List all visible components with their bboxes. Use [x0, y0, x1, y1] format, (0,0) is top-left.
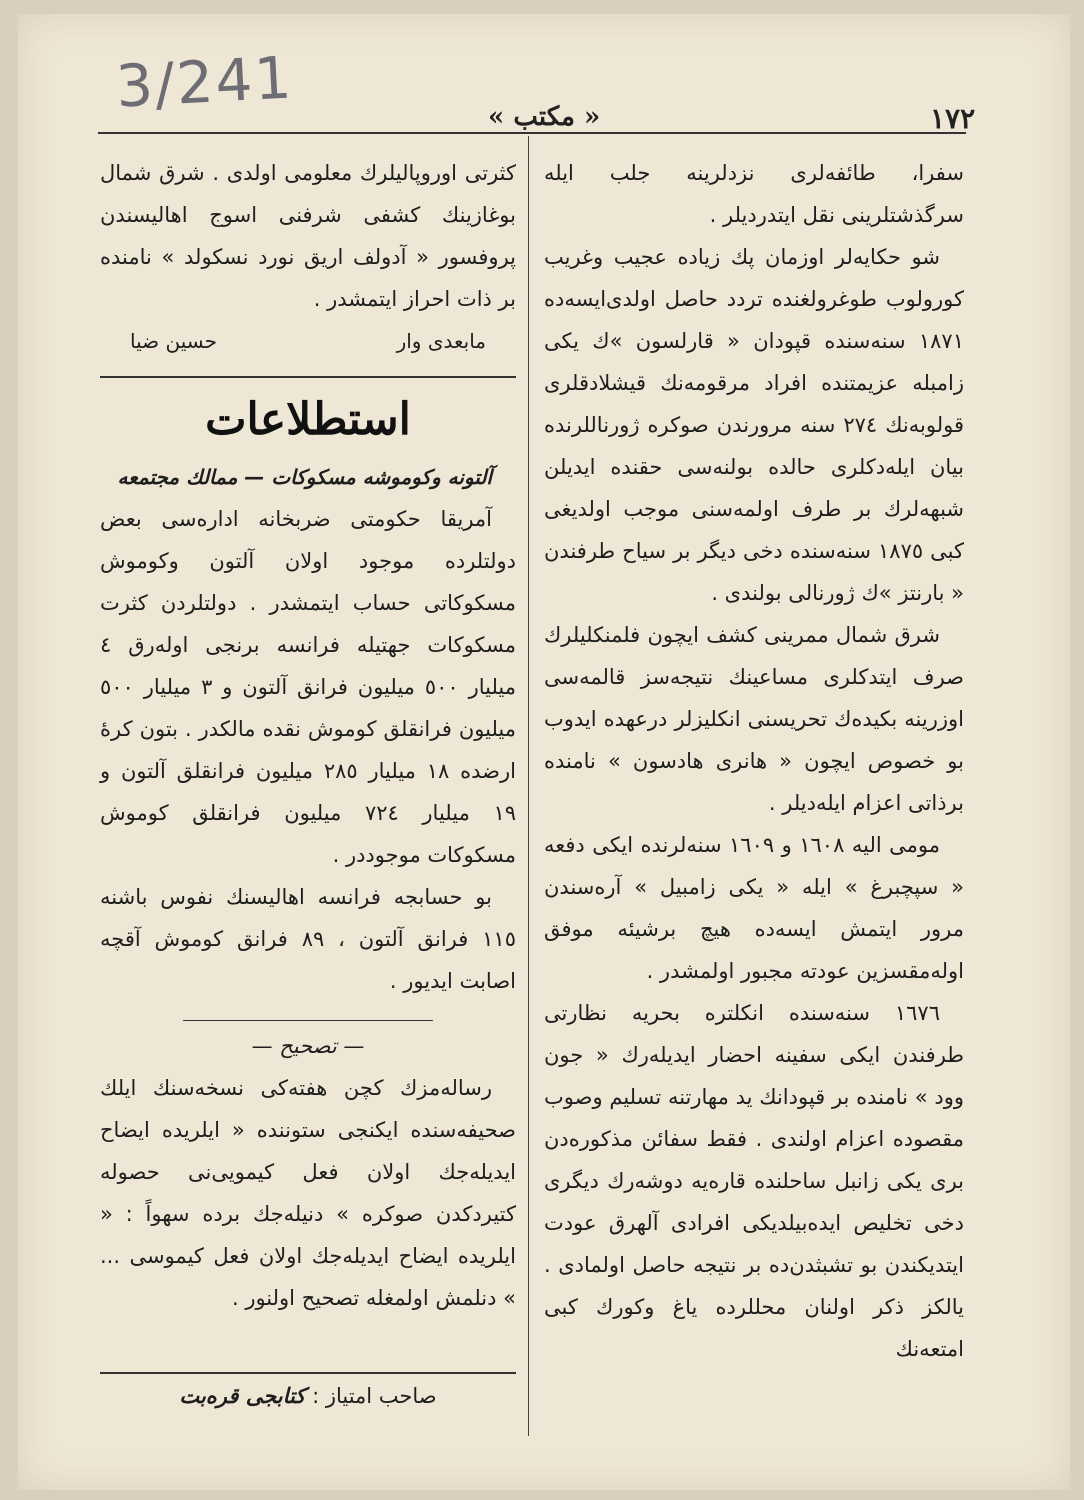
intro-paragraph: کثرتی اوروپالیلرك معلومی اولدی . شرق شمال بوغازینك کشفی شرفنی اسوج اهالیسندن پروفسور « آدولف اریق نورد نسکولد » نامنده بر ذات احراز ایتمشدر . [100, 161, 516, 311]
continued-note: مابعدی وار [396, 329, 486, 353]
correction-title: — تصحیح — [251, 1034, 365, 1058]
left-column [100, 152, 516, 1319]
owner-name: کتابجی قره‌بت [179, 1384, 306, 1408]
header-rule [98, 132, 966, 134]
page-number: ١٧٢ [930, 102, 976, 135]
owner-label: صاحب امتیاز : [312, 1384, 437, 1408]
paragraph: شو حکایه‌لر اوزمان پك زیاده عجیب وغریب کورولوب طوغرولغنده تردد حاصل اولدی‌ایسه‌ده ١٨٧١ سنه‌سنده قپودان « قارلسون »‌ك یکی زامبله عزیمتنده افراد مرقومه‌نك قیشلادقلری قولوبه‌نك ٢٧٤ سنه مرورندن صوكره ژورناللرنده بیان ایله‌دکلری حالده بولنه‌سی حقنده ایدیلن شبهه‌لرك بر طرف اولمه‌سنی موجب اولدیغی کبی ١٨٧٥ سنه‌سنده دخی دیگر بر سیاح طرفندن « بارنتز »‌ك ژورنالی بولندی . [544, 245, 965, 605]
paragraph: بو حسابجه فرانسه اهالیسنك نفوس باشنه ١١٥ فرانق آلتون ، ٨٩ فرانق کوموش آقچه اصابت ایدیور . [100, 885, 516, 993]
paragraph: شرق شمال ممرینی کشف ایچون فلمنکلیلرك صرف ایتدکلری مساعینك نتیجه‌سز قالمه‌سی اوزرینه بکیده‌ك تحریسنی انکلیزلر درعهده ایدوب بو خصوص ایچون « هانری هادسون » نامنده برذاتی اعزام ایله‌دیلر . [544, 623, 964, 815]
article-subheading: آلتونه وکوموشه مسکوکات — ممالك مجتمعه [117, 465, 492, 489]
paragraph: ١٦٧٦ سنه‌سنده انکلتره بحریه نظارتی طرفندن ایکی سفینه احضار ایدیله‌رك « جون وود » نامنده بر قپودانك ید مهارتنه تسلیم وصوب مقصوده اعزام اولندی . فقط سفائن مذکوره‌دن بری یکی زانبل ساحلنده قاره‌یه دوشه‌رك دیگری دخی تخلیص ایده‌بیلدیکی افرادی آلهرق عودت ایتدیکندن بو تشبثدن‌ده بر نتیجه حاصل اولمادی . یالکز ذکر اولنان محللرده یاغ وکورك کبی امتعه‌نك [544, 1001, 964, 1361]
column-divider [528, 136, 529, 1436]
section-divider [100, 376, 516, 378]
publisher-line [100, 1372, 516, 1408]
signature-row [100, 320, 516, 362]
section-title: استطلاعات [205, 394, 411, 445]
paragraph: سفرا، طائفه‌لری نزدلرینه جلب ایله سرگذشتلرینی نقل ایتدردیلر . [544, 161, 964, 227]
correction-paragraph: رساله‌مزك کچن هفته‌کی نسخه‌سنك ایلك صحیفه‌سنده ایکنجی ستوننده « ایلریده ایضاح ایدیله‌جك اولان فعل کیمویی‌نی حصوله کتیردکدن صوکره » دنیله‌جك برده سهواً : « ایلریده ایضاح ایدیله‌جك اولان فعل کیموسی ... » دنلمش اولمغله تصحیح اولنور . [100, 1076, 516, 1310]
short-divider [183, 1020, 433, 1021]
paragraph: آمریقا حکومتی ضربخانه اداره‌سی بعض دولتلرده موجود اولان آلتون وکوموش مسکوکاتی حساب ایتمشدر . دولتلردن کثرت مسکوکات جهتیله فرانسه برنجی اوله‌رق ٤ میلیار ٥٠٠ میلیون فرانق آلتون و ٣ میلیار ٥٠٠ میلیون فرانقلق کوموش نقده مالکدر . بتون کرهٔ ارضده ١٨ میلیار ٢٨٥ میلیون فرانقلق آلتون و ١٩ میلیار ٧٢٤ میلیون فرانقلق کوموش مسکوکات موجوددر . [100, 507, 517, 867]
right-column [544, 152, 964, 1370]
journal-title: « مکتب » [488, 102, 601, 132]
author-name: حسین ضیا [130, 329, 217, 353]
paragraph: مومی الیه ١٦٠٨ و ١٦٠٩ سنه‌لرنده ایکی دفعه « سپچبرغ » ایله « یکی زامبیل » آره‌سندن مرور ایتمش ایسه‌ده هیچ برشیئه موفق اوله‌مقسزین عودته مجبور اولمشدر . [544, 833, 964, 983]
archive-number: 3/241 [114, 43, 295, 121]
